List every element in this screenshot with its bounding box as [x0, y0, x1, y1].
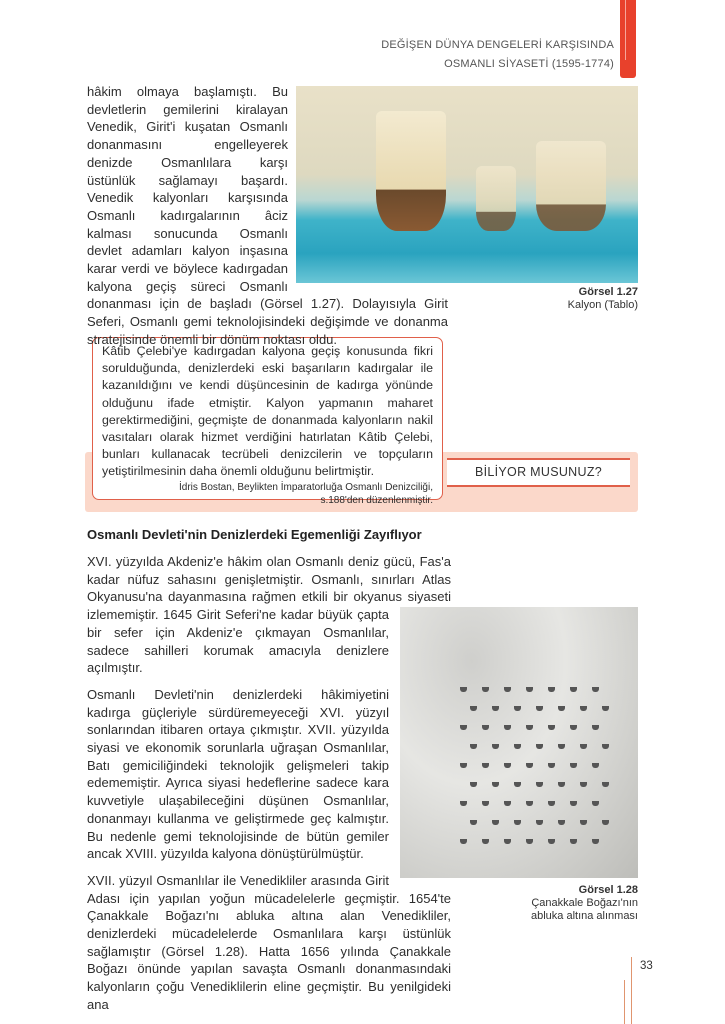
- engraving-ship-mark: [536, 820, 543, 825]
- engraving-ship-mark: [548, 839, 555, 844]
- engraving-ship-mark: [526, 725, 533, 730]
- engraving-ship-mark: [470, 744, 477, 749]
- figure-2-label: Görsel 1.28: [578, 884, 638, 896]
- engraving-ship-mark: [580, 820, 587, 825]
- engraving-ship-mark: [580, 782, 587, 787]
- engraving-ship-mark: [470, 820, 477, 825]
- engraving-ship-mark: [592, 801, 599, 806]
- engraving-ship-mark: [558, 782, 565, 787]
- engraving-ship-mark: [570, 839, 577, 844]
- engraving-ship-mark: [580, 706, 587, 711]
- engraving-ship-mark: [482, 687, 489, 692]
- section-column: [87, 553, 451, 1023]
- figure-1-caption: [568, 286, 638, 312]
- engraving-ship-mark: [514, 706, 521, 711]
- quote-source-line-1: İdris Bostan, Beylikten İmparatorluğa Osmanlı Denizciliği,: [179, 481, 433, 493]
- engraving-ship-mark: [492, 782, 499, 787]
- engraving-ship-mark: [570, 687, 577, 692]
- page-divider-line: [631, 957, 632, 1024]
- engraving-ship-mark: [536, 782, 543, 787]
- did-you-know-tag: BİLİYOR MUSUNUZ?: [447, 458, 630, 487]
- engraving-ship-mark: [504, 725, 511, 730]
- engraving-ship-mark: [526, 763, 533, 768]
- figure-2-caption-line-1: Çanakkale Boğazı'nın: [531, 897, 638, 909]
- engraving-ship-mark: [470, 782, 477, 787]
- engraving-ship-mark: [526, 801, 533, 806]
- engraving-ship-mark: [602, 744, 609, 749]
- engraving-ship-mark: [592, 839, 599, 844]
- chapter-tab-marker: [620, 0, 636, 78]
- engraving-ship-mark: [492, 744, 499, 749]
- engraving-ship-mark: [460, 801, 467, 806]
- engraving-ship-mark: [526, 839, 533, 844]
- engraving-ship-mark: [460, 763, 467, 768]
- engraving-ship-mark: [592, 763, 599, 768]
- figure-1-label: Görsel 1.27: [578, 286, 638, 298]
- engraving-ship-mark: [602, 782, 609, 787]
- engraving-ship-mark: [592, 687, 599, 692]
- intro-paragraph: hâkim olmaya başlamıştı. Bu devletlerin gemilerini kiralayan Venedik, Girit'i kuşatan Osmanlı donanmasını engelleyerek denizde Osmanlılara karşı üstünlük sağlamayı başardı. Venedik kalyonları karşısında Osmanlı kadırgalarının âciz kalması sonucunda Osmanlı devlet adamları kalyon inşasına karar verdi ve böylece kadırgadan kalyona geçiş süreci Osmanlı donanması için de başladı (Görsel 1.27). Dolayısıyla Girit Seferi, Osmanlı gemi teknolojisindeki değişimde ve donanma stratejisinde önemli bir dönüm noktası oldu.: [87, 84, 448, 347]
- engraving-ship-mark: [536, 744, 543, 749]
- engraving-ship-mark: [548, 801, 555, 806]
- engraving-ship-mark: [460, 725, 467, 730]
- engraving-ship-mark: [482, 725, 489, 730]
- engraving-ship-mark: [548, 687, 555, 692]
- page-number: 33: [640, 960, 653, 972]
- engraving-ship-mark: [514, 782, 521, 787]
- section-heading: Osmanlı Devleti'nin Denizlerdeki Egemenliği Zayıflıyor: [87, 527, 422, 542]
- engraving-ship-mark: [514, 744, 521, 749]
- quote-source: [102, 481, 433, 507]
- section-paragraph-1: XVI. yüzyılda Akdeniz'e hâkim olan Osmanlı deniz gücü, Fas'a kadar nüfuz sahasını genişletmiştir. Osmanlı, sınırları Atlas Okyanusu'na dayanmasına rağmen etkili bir okyanus siyaseti izlememiştir. 1645 Girit Seferi'ne kadar büyük çapta bir sefer için Akdeniz'e çıkmayan Osmanlılar, sadece sahilleri korumak amacıyla denizlere açılmıştır.: [87, 554, 451, 676]
- quote-text: Kâtib Çelebi'ye kadırgadan kalyona geçiş konusunda fikri sorulduğunda, denizlerdeki eski başarıların kadırgalar ile kazanıldığını ve kendi düşüncesinin de kadırga yönünde olduğunu ifade etmiştir. Kalyon yapmanın maharet gerektirmediğini, geçmişte de donanmada kalyonların nakil vasıtaları olarak hizmet verdiğini hatırlatan Kâtib Çelebi, bunları kullanacak tecrübeli denizcilerin ve topçuların yetiştirilmesinin daha önemli olduğunu belirtmiştir.: [102, 344, 433, 479]
- ship-middle: [476, 166, 516, 231]
- quote-source-line-2: s.188'den düzenlenmiştir.: [320, 494, 433, 506]
- engraving-ship-mark: [482, 763, 489, 768]
- engraving-ship-mark: [482, 801, 489, 806]
- header-line-2: OSMANLI SİYASETİ (1595-1774): [444, 58, 614, 70]
- engraving-ship-mark: [580, 744, 587, 749]
- ship-right: [536, 141, 606, 231]
- engraving-ship-mark: [470, 706, 477, 711]
- figure-2-caption-line-2: abluka altına alınması: [530, 910, 638, 922]
- engraving-ship-mark: [504, 763, 511, 768]
- page-divider-line-2: [624, 980, 625, 1024]
- engraving-ship-mark: [570, 763, 577, 768]
- engraving-ship-mark: [548, 763, 555, 768]
- engraving-ship-mark: [558, 744, 565, 749]
- running-header: [381, 36, 614, 74]
- engraving-ship-mark: [592, 725, 599, 730]
- engraving-ship-mark: [536, 706, 543, 711]
- engraving-ship-mark: [492, 706, 499, 711]
- header-line-1: DEĞİŞEN DÜNYA DENGELERİ KARŞISINDA: [381, 39, 614, 51]
- engraving-ship-mark: [558, 706, 565, 711]
- engraving-ship-mark: [602, 820, 609, 825]
- engraving-ship-mark: [482, 839, 489, 844]
- figure-1-caption-text: Kalyon (Tablo): [567, 299, 638, 311]
- figure-2-caption: [531, 884, 638, 923]
- engraving-ship-mark: [570, 801, 577, 806]
- engraving-ship-mark: [460, 687, 467, 692]
- intro-column: [87, 83, 448, 358]
- engraving-ship-mark: [504, 687, 511, 692]
- engraving-ship-mark: [492, 820, 499, 825]
- engraving-ship-mark: [526, 687, 533, 692]
- engraving-ship-mark: [514, 820, 521, 825]
- engraving-ship-mark: [602, 706, 609, 711]
- engraving-ship-mark: [570, 725, 577, 730]
- section-paragraph-3: XVII. yüzyıl Osmanlılar ile Venedikliler arasında Girit Adası için yapılan yoğun mücadelelerle geçmiştir. 1654'te Çanakkale Boğazı'nı abluka altına alan Venedikliler, denizlerdeki mücadelelerde Osmanlılara karşı üstünlük sağlamıştır (Görsel 1.28). Hatta 1656 yılında Çanakkale Boğazı önünde yapılan savaşta Osmanlı donanmasındaki kalyonların çoğu Venediklilerin eline geçmiştir. Bu yenilgideki ana: [87, 872, 451, 1012]
- engraving-ship-mark: [504, 839, 511, 844]
- engraving-ship-mark: [558, 820, 565, 825]
- engraving-ship-mark: [504, 801, 511, 806]
- engraving-ship-mark: [460, 839, 467, 844]
- section-paragraph-2: Osmanlı Devleti'nin denizlerdeki hâkimiyetini kadırga güçleriyle sürdüremeyeceği XVI. yüzyıl sonlarından itibaren ortaya çıkmıştır. XVII. yüzyılda siyasi ve ekonomik sorunlarla uğraşan Osmanlılar, Batı gemiciliğindeki teknolojik gelişmeleri takip edememiştir. Ayrıca siyasi hedeflerine sadece kara kuvvetiyle ulaşabileceğini düşünen Osmanlılar, donanmayı kullanma ve geliştirmede geç kalmıştır. Bu nedenle gemi teknolojisinde de bütün gemiler ancak XVIII. yüzyılda kalyona dönüştürülmüştür.: [87, 686, 389, 862]
- quote-box: [92, 337, 443, 506]
- engraving-ship-mark: [548, 725, 555, 730]
